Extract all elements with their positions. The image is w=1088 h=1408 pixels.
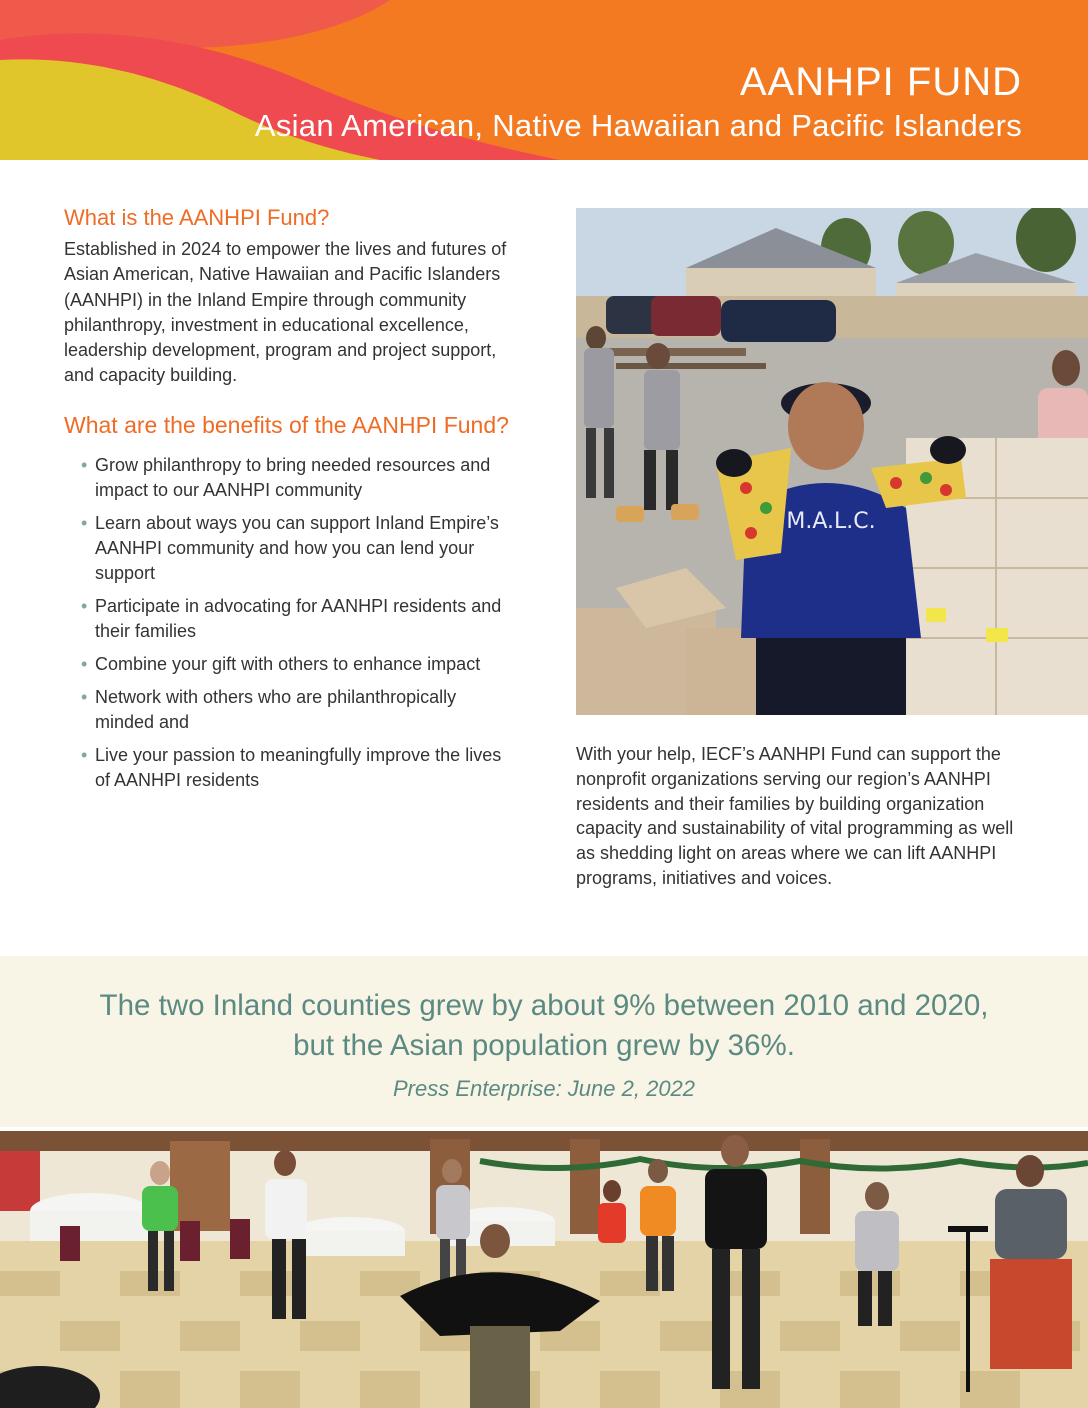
benefit-text: Learn about ways you can support Inland Empire’s AANHPI community and how you can lend your support [95, 512, 499, 583]
quote-source: Press Enterprise: June 2, 2022 [392, 1076, 696, 1101]
bullet-icon: • [81, 595, 88, 616]
list-item [64, 594, 509, 644]
what-is-body: Established in 2024 to empower the lives and futures of Asian American, Native Hawaiian and Pacific Islanders (AANHPI) in the Inland Empire through community philanthropy, investment in educational excellence, leadership development, program and project support, and capacity building. [64, 239, 507, 386]
header-banner [0, 0, 1088, 160]
list-item [64, 511, 509, 586]
list-item [64, 453, 509, 503]
benefit-text: Network with others who are philanthropically minded and [95, 686, 457, 732]
quote-line-2: but the Asian population grew by 36%. [293, 1029, 795, 1062]
left-column [64, 203, 509, 801]
benefit-text: Combine your gift with others to enhance impact [95, 653, 481, 674]
benefits-list [64, 453, 509, 793]
volunteer-photo [576, 208, 1088, 715]
dance-class-photo [0, 1131, 1088, 1408]
help-paragraph: With your help, IECF’s AANHPI Fund can support the nonprofit organizations serving our region’s AANHPI residents and their families by building organization capacity and sustainability of vital programming as well as shedding light on areas where we can lift AANHPI programs, initiatives and voices. [576, 744, 1014, 888]
list-item [64, 685, 509, 735]
population-quote [0, 986, 1088, 1066]
list-item [64, 652, 509, 677]
shirt-logo-text: M.A.L.C. [786, 509, 876, 534]
page-title: AANHPI FUND [739, 60, 1022, 104]
list-item [64, 743, 509, 793]
quote-line-1: The two Inland counties grew by about 9% between 2010 and 2020, [99, 989, 989, 1022]
benefit-text: Grow philanthropy to bring needed resources and impact to our AANHPI community [95, 454, 491, 500]
bullet-icon: • [81, 744, 88, 765]
quote-band [0, 956, 1088, 1127]
bullet-icon: • [81, 512, 88, 533]
page-subtitle: Asian American, Native Hawaiian and Pacific Islanders [254, 108, 1022, 143]
benefits-heading: What are the benefits of the AANHPI Fund? [64, 411, 509, 438]
benefit-text: Participate in advocating for AANHPI residents and their families [95, 595, 502, 641]
bullet-icon: • [81, 653, 88, 674]
bullet-icon: • [81, 454, 88, 475]
benefit-text: Live your passion to meaningfully improve the lives of AANHPI residents [95, 744, 502, 790]
bullet-icon: • [81, 686, 88, 707]
what-is-heading: What is the AANHPI Fund? [64, 205, 330, 230]
